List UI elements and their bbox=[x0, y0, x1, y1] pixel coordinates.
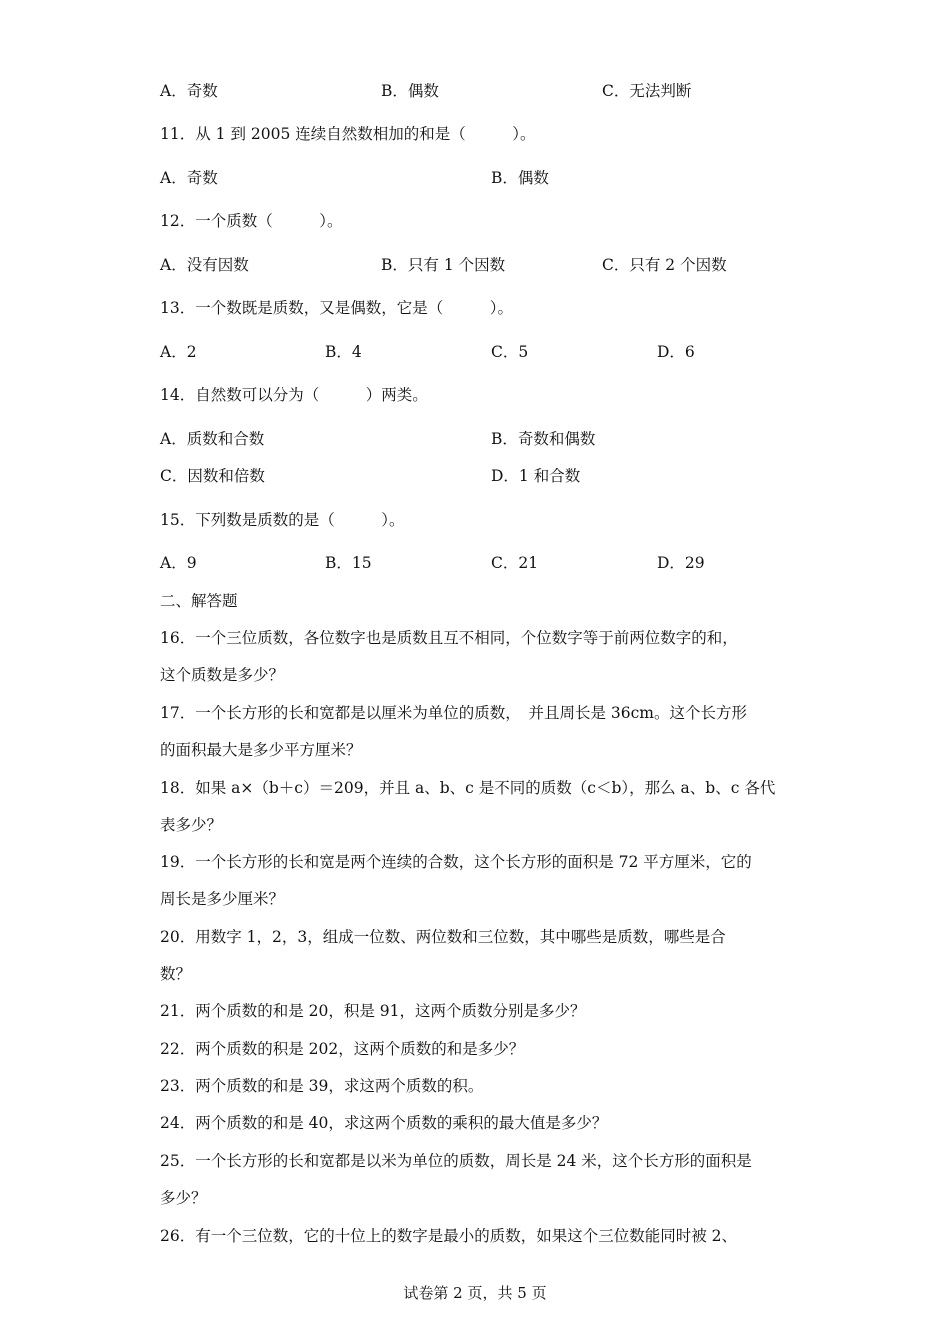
q20-line-2: 数？ bbox=[160, 965, 192, 983]
q25-line-1: 25．一个长方形的长和宽都是以米为单位的质数，周长是 24 米，这个长方形的面积是 bbox=[160, 1152, 752, 1170]
q15-option-a: A．9 bbox=[160, 554, 197, 572]
q16-line-1: 16．一个三位质数，各位数字也是质数且互不相同，个位数字等于前两位数字的和， bbox=[160, 629, 738, 647]
q14-option-b: B．奇数和偶数 bbox=[491, 430, 596, 448]
q13-stem: 13．一个数既是质数，又是偶数，它是（ ）。 bbox=[160, 299, 513, 317]
q19-line-2: 周长是多少厘米？ bbox=[160, 890, 285, 908]
q10-option-c: C．无法判断 bbox=[602, 82, 692, 100]
q10-option-a: A．奇数 bbox=[160, 82, 218, 100]
q12-option-a: A．没有因数 bbox=[160, 256, 249, 274]
q10-option-b: B．偶数 bbox=[381, 82, 439, 100]
q25-line-2: 多少？ bbox=[160, 1189, 207, 1207]
q14-option-a: A．质数和合数 bbox=[160, 430, 265, 448]
page-footer: 试卷第 2 页，共 5 页 bbox=[403, 1284, 547, 1302]
section-title: 二、解答题 bbox=[160, 592, 238, 610]
q11-option-a: A．奇数 bbox=[160, 169, 218, 187]
q14-option-d: D．1 和合数 bbox=[491, 467, 581, 485]
q11-option-b: B．偶数 bbox=[491, 169, 549, 187]
q26-line-1: 26．有一个三位数，它的十位上的数字是最小的质数，如果这个三位数能同时被 2、 bbox=[160, 1227, 738, 1245]
q15-option-d: D．29 bbox=[657, 554, 705, 572]
q13-option-c: C．5 bbox=[491, 343, 529, 361]
q17-line-2: 的面积最大是多少平方厘米？ bbox=[160, 741, 362, 759]
q22: 22．两个质数的积是 202，这两个质数的和是多少？ bbox=[160, 1040, 525, 1058]
q17-line-1: 17．一个长方形的长和宽都是以厘米为单位的质数， 并且周长是 36cm。这个长方形 bbox=[160, 704, 748, 722]
q23: 23．两个质数的和是 39，求这两个质数的积。 bbox=[160, 1077, 484, 1095]
q12-option-b: B．只有 1 个因数 bbox=[381, 256, 506, 274]
q14-option-c: C．因数和倍数 bbox=[160, 467, 265, 485]
q12-stem: 12．一个质数（ ）。 bbox=[160, 212, 343, 230]
q11-stem: 11．从 1 到 2005 连续自然数相加的和是（ ）。 bbox=[160, 125, 536, 143]
q20-line-1: 20．用数字 1，2，3，组成一位数、两位数和三位数，其中哪些是质数，哪些是合 bbox=[160, 928, 726, 946]
q13-option-b: B．4 bbox=[325, 343, 362, 361]
q18-line-1: 18．如果 a×（b＋c）＝209，并且 a、b、c 是不同的质数（c＜b），那么 a、b、c 各代 bbox=[160, 779, 776, 797]
q18-line-2: 表多少？ bbox=[160, 816, 223, 834]
q16-line-2: 这个质数是多少？ bbox=[160, 666, 285, 684]
q13-option-a: A．2 bbox=[160, 343, 197, 361]
q15-option-c: C．21 bbox=[491, 554, 539, 572]
q24: 24．两个质数的和是 40，求这两个质数的乘积的最大值是多少？ bbox=[160, 1114, 608, 1132]
q12-option-c: C．只有 2 个因数 bbox=[602, 256, 727, 274]
q15-option-b: B．15 bbox=[325, 554, 372, 572]
q14-stem: 14．自然数可以分为（ ）两类。 bbox=[160, 386, 428, 404]
q13-option-d: D．6 bbox=[657, 343, 695, 361]
q21: 21．两个质数的和是 20，积是 91，这两个质数分别是多少？ bbox=[160, 1002, 586, 1020]
q15-stem: 15．下列数是质数的是（ ）。 bbox=[160, 511, 405, 529]
q19-line-1: 19．一个长方形的长和宽是两个连续的合数，这个长方形的面积是 72 平方厘米，它的 bbox=[160, 853, 752, 871]
